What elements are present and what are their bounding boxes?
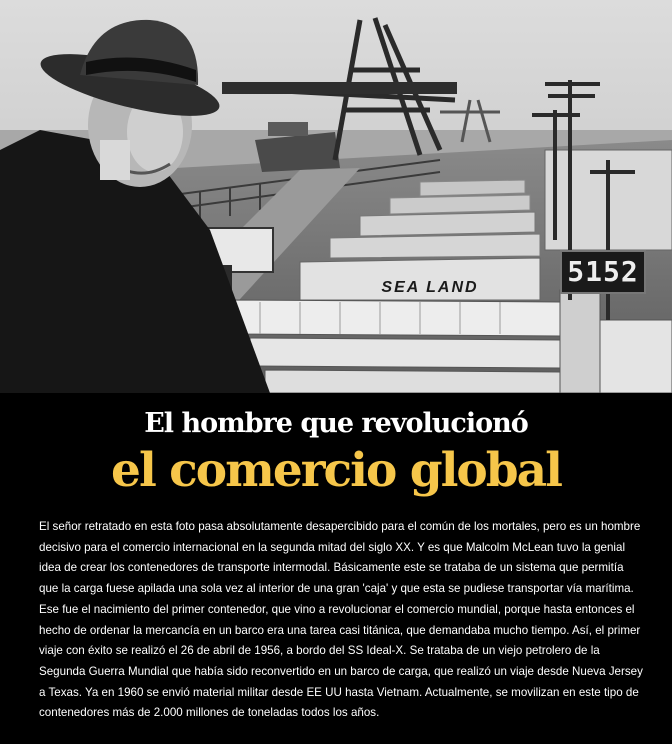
article-heading: [0, 393, 672, 501]
yard-sign: 5152: [560, 250, 646, 294]
container-brand-label: SEA LAND: [381, 279, 479, 296]
right-container: [600, 320, 672, 393]
article-body: El señor retratado en esta foto pasa absolutamente desapercibido para el común de los mortales, pero es un hombre decisivo para el comercio internacional en la segunda mitad del siglo XX. Y es que Malcolm McLean tuvo la genial idea de crear los contenedores de transporte intermodal. Básicamente este se trataba de un sistema que permitía que la carga fuese apilada una sola vez al interior de una gran 'caja' y que esta se pudiese transportar vía marítima. Ese fue el nacimiento del primer contenedor, que vino a revolucionar el comercio mundial, porque hasta entonces el hecho de ordenar la mercancía en un barco era una tarea casi titánica, que demandaba mucho tiempo. Así, el primer viaje con éxito se realizó el 26 de abril de 1956, a bordo del SS Ideal-X. Se trataba de un viejo petrolero de la Segunda Guerra Mundial que había sido reconvertido en un barco de carga, que realizó un viaje desde Nueva Jersey a Texas. Ya en 1960 se envió material militar desde EE UU hasta Vietnam. Actualmente, se movilizan en este tipo de contenedores más de 2.000 millones de toneladas todos los años.: [39, 520, 643, 720]
heading-kicker: El hombre que revolucionó: [144, 408, 528, 439]
heading-title: el comercio global: [111, 443, 561, 498]
